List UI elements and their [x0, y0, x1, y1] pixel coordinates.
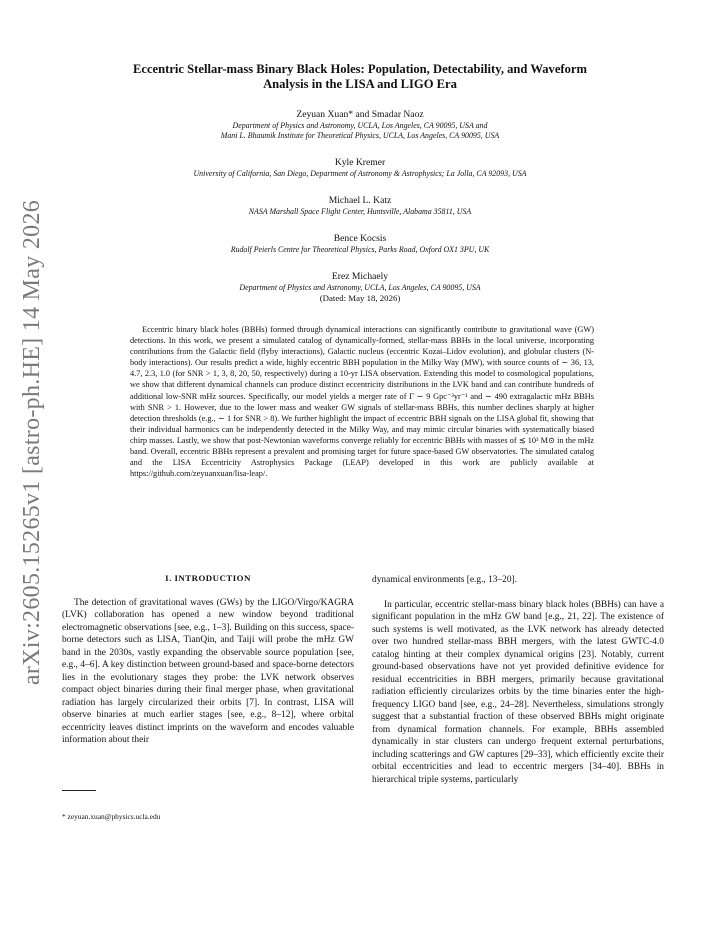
author-group-4 — [100, 233, 620, 255]
author-names: Bence Kocsis — [333, 233, 387, 244]
author-names: Erez Michaely — [331, 271, 389, 282]
intro-paragraph-1-continued: dynamical environments [e.g., 13–20]. — [372, 575, 518, 585]
affiliation: University of California, San Diego, Department of Astronomy & Astrophysics; La Jolla, CA 92093, USA — [193, 169, 527, 178]
abstract-text: Eccentric binary black holes (BBHs) formed through dynamical interactions can significantly contribute to gravitational wave (GW) detections. In this work, we present a simulated catalog of dynamically-formed, stellar-mass BBHs in the local universe, incorporating contributions from the Galactic field (flyby interactions), Galactic nucleus (eccentric Kozai–Lidov evolution), and globular clusters (N-body interactions). Our results predict a wide, highly eccentric BBH population in the Milky Way (MW), with source counts of ∼ 36, 13, 4.7, 2.3, 1.0 (for SNR > 1, 3, 8, 20, 50, respectively) during a 10-yr LISA observation. Extending this model to cosmological populations, we show that different dynamical channels can produce distinct eccentricity distributions in the LVK band and can contribute hundreds of additional low-SNR mHz sources. Specifically, our model yields a merger rate of Γ ∼ 9 Gpc⁻³yr⁻¹ and ∼ 490 extragalactic mHz BBHs with SNR > 1. However, due to the lower mass and weaker GW signals of stellar-mass BBHs, this number declines sharply at higher detection thresholds (e.g., ∼ 1 for SNR > 8). We further highlight the impact of eccentric BBH signals on the LISA global fit, showing that their individual harmonics can be independently detected in the Milky Way, and may mimic circular binaries with systematically biased chirp masses. Lastly, we show that post-Newtonian waveforms converge reliably for eccentric BBHs with masses of ≲ 10³ M⊙ in the mHz band. Overall, eccentric BBHs represent a prevalent and promising target for future space-based GW observatories. The simulated catalog and the LISA Eccentricity Astrophysics Package (LEAP) developed in this work are publicly available at https://github.com/zeyuanxuan/lisa-leap/. — [130, 325, 594, 479]
affiliation: NASA Marshall Space Flight Center, Huntsville, Alabama 35811, USA — [248, 207, 472, 216]
affiliation: Department of Physics and Astronomy, UCLA, Los Angeles, CA 90095, USA and — [232, 121, 488, 130]
abstract — [130, 324, 594, 479]
author-names: Kyle Kremer — [334, 157, 386, 168]
author-group-2 — [100, 157, 620, 179]
paper-title: Eccentric Stellar-mass Binary Black Holes: Population, Detectability, and Waveform Analysis in the LISA and LIGO Era — [132, 62, 588, 91]
left-column — [62, 572, 354, 747]
affiliation: Department of Physics and Astronomy, UCLA, Los Angeles, CA 90095, USA — [239, 283, 481, 292]
author-names: Michael L. Katz — [328, 195, 392, 206]
dated-line: (Dated: May 18, 2026) — [319, 293, 401, 303]
right-column — [372, 574, 664, 786]
author-group-1 — [100, 109, 620, 141]
intro-paragraph-2: In particular, eccentric stellar-mass binary black holes (BBHs) can have a significant population in the mHz GW band [e.g., 21, 22]. The existence of such systems is well motivated, as the LVK network has already detected over two hundred stellar-mass BBH mergers, with the latest GWTC-4.0 catalog hinting at their complex dynamical origins [23]. Notably, current ground-based observations have not yet provided definitive evidence for residual eccentricities in BBH mergers, primarily because gravitational radiation efficiently circularizes orbits by the time binaries enter the high-frequency LIGO band [see, e.g., 24–28]. Nevertheless, simulations strongly suggest that a substantial fraction of these observed BBHs might originate from dynamical formation channels. For example, BBHs assembled dynamically in star clusters can undergo frequent external perturbations, including scatterings and GW captures [29–33], which efficiently excite their orbital eccentricities and lead to eccentric mergers [34–40]. BBHs in hierarchical triple systems, particularly — [372, 599, 664, 785]
paper-header — [100, 62, 620, 304]
author-group-3 — [100, 195, 620, 217]
intro-paragraph-1: The detection of gravitational waves (GWs) by the LIGO/Virgo/KAGRA (LVK) collaboration has opened a new window beyond traditional electromagnetic observations [see, e.g., 1–3]. Building on this success, space-borne detectors such as LISA, TianQin, and Taiji will probe the mHz GW band in the 2030s, vastly expanding the observable source population [see, e.g., 4–6]. A key distinction between ground-based and space-borne detectors lies in the evolutionary stages they probe: the LVK network observes compact object binaries during their final merger phase, when gravitational radiation has largely circularized their orbits [7]. In contrast, LISA will observe binaries at much earlier stages [see, e.g., 8–12], where orbital eccentricity leaves distinct imprints on the waveform and encodes valuable information about their — [62, 597, 354, 745]
author-group-5 — [100, 271, 620, 304]
author-names: Zeyuan Xuan* and Smadar Naoz — [296, 109, 424, 120]
section-heading-introduction: I. INTRODUCTION — [165, 573, 251, 583]
footnote-divider — [62, 790, 96, 791]
affiliation: Mani L. Bhaumik Institute for Theoretical Physics, UCLA, Los Angeles, CA 90095, USA — [220, 131, 500, 140]
arxiv-identifier: arXiv:2605.15265v1 [astro-ph.HE] 14 May 2026 — [19, 199, 46, 685]
arxiv-sidebar-stamp — [16, 199, 50, 685]
footnote-email: * zeyuan.xuan@physics.ucla.edu — [62, 812, 161, 821]
affiliation: Rudolf Peierls Centre for Theoretical Physics, Parks Road, Oxford OX1 3PU, UK — [230, 245, 490, 254]
